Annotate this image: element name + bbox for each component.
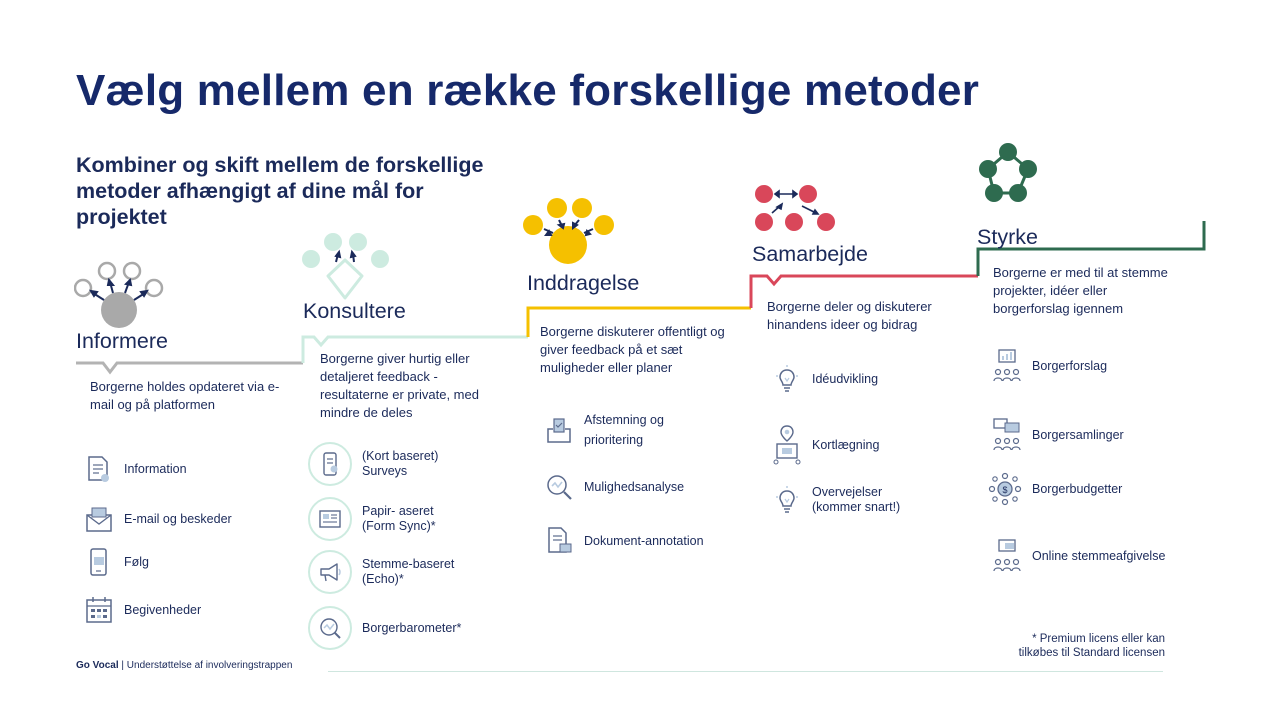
styrke-network-icon (974, 142, 1042, 206)
stage-label-styrke: Styrke (977, 225, 1038, 249)
method-label: Online stemmeafgivelse (1032, 548, 1166, 563)
method-label: Borgerforslag (1032, 358, 1108, 373)
budget-coin-icon (988, 472, 1022, 506)
calendar-icon (84, 595, 114, 625)
stage-label-informere: Informere (76, 329, 169, 353)
paper-form-icon (317, 506, 343, 532)
email-message-icon (84, 504, 114, 534)
megaphone-icon (317, 559, 343, 585)
stage-desc-styrke: Borgerne er med til at stemme projekter, idéer eller borgerforslag igennem (993, 265, 1168, 316)
method-label: Idéudvikling (812, 371, 879, 386)
stage-label-konsultere: Konsultere (303, 299, 406, 323)
method-echo (308, 550, 454, 594)
lightbulb-icon (772, 485, 802, 515)
method-icon-ring (308, 442, 352, 486)
ballot-box-icon (544, 415, 574, 445)
footer-text: Understøttelse af involveringstrappen (126, 660, 293, 671)
method-label: Stemme-baseret (Echo)* (362, 557, 455, 586)
method-label: Information (124, 461, 187, 476)
stage-desc-inddragelse: Borgerne diskuterer offentligt og giver feedback på et sæt muligheder eller planer (540, 324, 725, 375)
method-mapping (772, 424, 879, 466)
stage-desc-samarbejde: Borgerne deler og diskuterer hinandens ideer og bidrag (767, 299, 932, 332)
method-icon-ring (308, 606, 352, 650)
method-label: Papir- aseret (Form Sync)* (362, 504, 436, 533)
method-label: Borgerbudgetter (1032, 481, 1123, 496)
method-label: Afstemning og prioritering (584, 413, 664, 447)
stage-label-inddragelse: Inddragelse (527, 271, 640, 295)
method-information (84, 454, 187, 484)
method-voting (544, 410, 664, 450)
method-analysis (544, 472, 684, 502)
phone-survey-icon (317, 451, 343, 477)
svg-text:$: $ (1002, 485, 1008, 495)
method-label: E-mail og beskeder (124, 511, 232, 526)
informere-network-icon (74, 260, 166, 332)
phone-follow-icon (84, 547, 114, 577)
method-label: Følg (124, 554, 149, 569)
stage-desc-informere: Borgerne holdes opdateret via e-mail og på platformen (90, 379, 280, 412)
stage-label-samarbejde: Samarbejde (752, 242, 868, 266)
stage-desc-konsultere: Borgerne giver hurtig eller detaljeret feedback - resultaterne er private, med mindre de deles (320, 351, 479, 420)
method-citizen-budgets (988, 472, 1122, 506)
group-chart-icon (992, 348, 1022, 384)
method-events (84, 595, 201, 625)
step-informere (76, 363, 303, 372)
method-label: Begivenheder (124, 602, 202, 617)
method-icon-ring (308, 497, 352, 541)
method-label: Kortlægning (812, 437, 880, 452)
method-label: Overvejelser (kommer snart!) (812, 485, 901, 514)
method-label: Dokument-annotation (584, 533, 704, 548)
method-annotation (544, 526, 704, 556)
barometer-icon (317, 615, 343, 641)
inddragelse-network-icon (522, 196, 616, 268)
method-online-voting (992, 538, 1165, 574)
method-deliberation (772, 485, 900, 515)
footer-divider (328, 671, 1163, 672)
lightbulb-icon (772, 364, 802, 394)
method-surveys (308, 442, 438, 486)
samarbejde-network-icon (750, 182, 840, 238)
footer (76, 660, 292, 671)
method-icon-ring (308, 550, 352, 594)
group-chat-icon (992, 417, 1022, 453)
analysis-icon (544, 472, 574, 502)
method-citizen-assemblies (992, 417, 1124, 453)
method-label: (Kort baseret) Surveys (362, 449, 439, 478)
map-pin-icon (772, 424, 802, 466)
method-ideation (772, 364, 878, 394)
method-label: Borgersamlinger (1032, 427, 1124, 442)
method-label: Mulighedsanalyse (584, 479, 685, 494)
document-annotation-icon (544, 526, 574, 556)
konsultere-network-icon (298, 230, 392, 302)
method-follow (84, 547, 149, 577)
method-barometer (308, 606, 461, 650)
group-vote-icon (992, 538, 1022, 574)
footer-brand: Go Vocal (76, 660, 119, 671)
page-subtitle: Kombiner og skift mellem de forskellige metoder afhængigt af dine mål for projektet (76, 153, 484, 229)
footer-separator: | (121, 660, 124, 671)
page-title: Vælg mellem en række forskellige metoder (76, 66, 980, 115)
document-info-icon (84, 454, 114, 484)
premium-note: * Premium licens eller kan tilkøbes til Standard licensen (1018, 633, 1165, 659)
method-label: Borgerbarometer* (362, 620, 462, 635)
method-email (84, 504, 232, 534)
method-form-sync (308, 497, 436, 541)
method-citizen-proposals (992, 348, 1107, 384)
